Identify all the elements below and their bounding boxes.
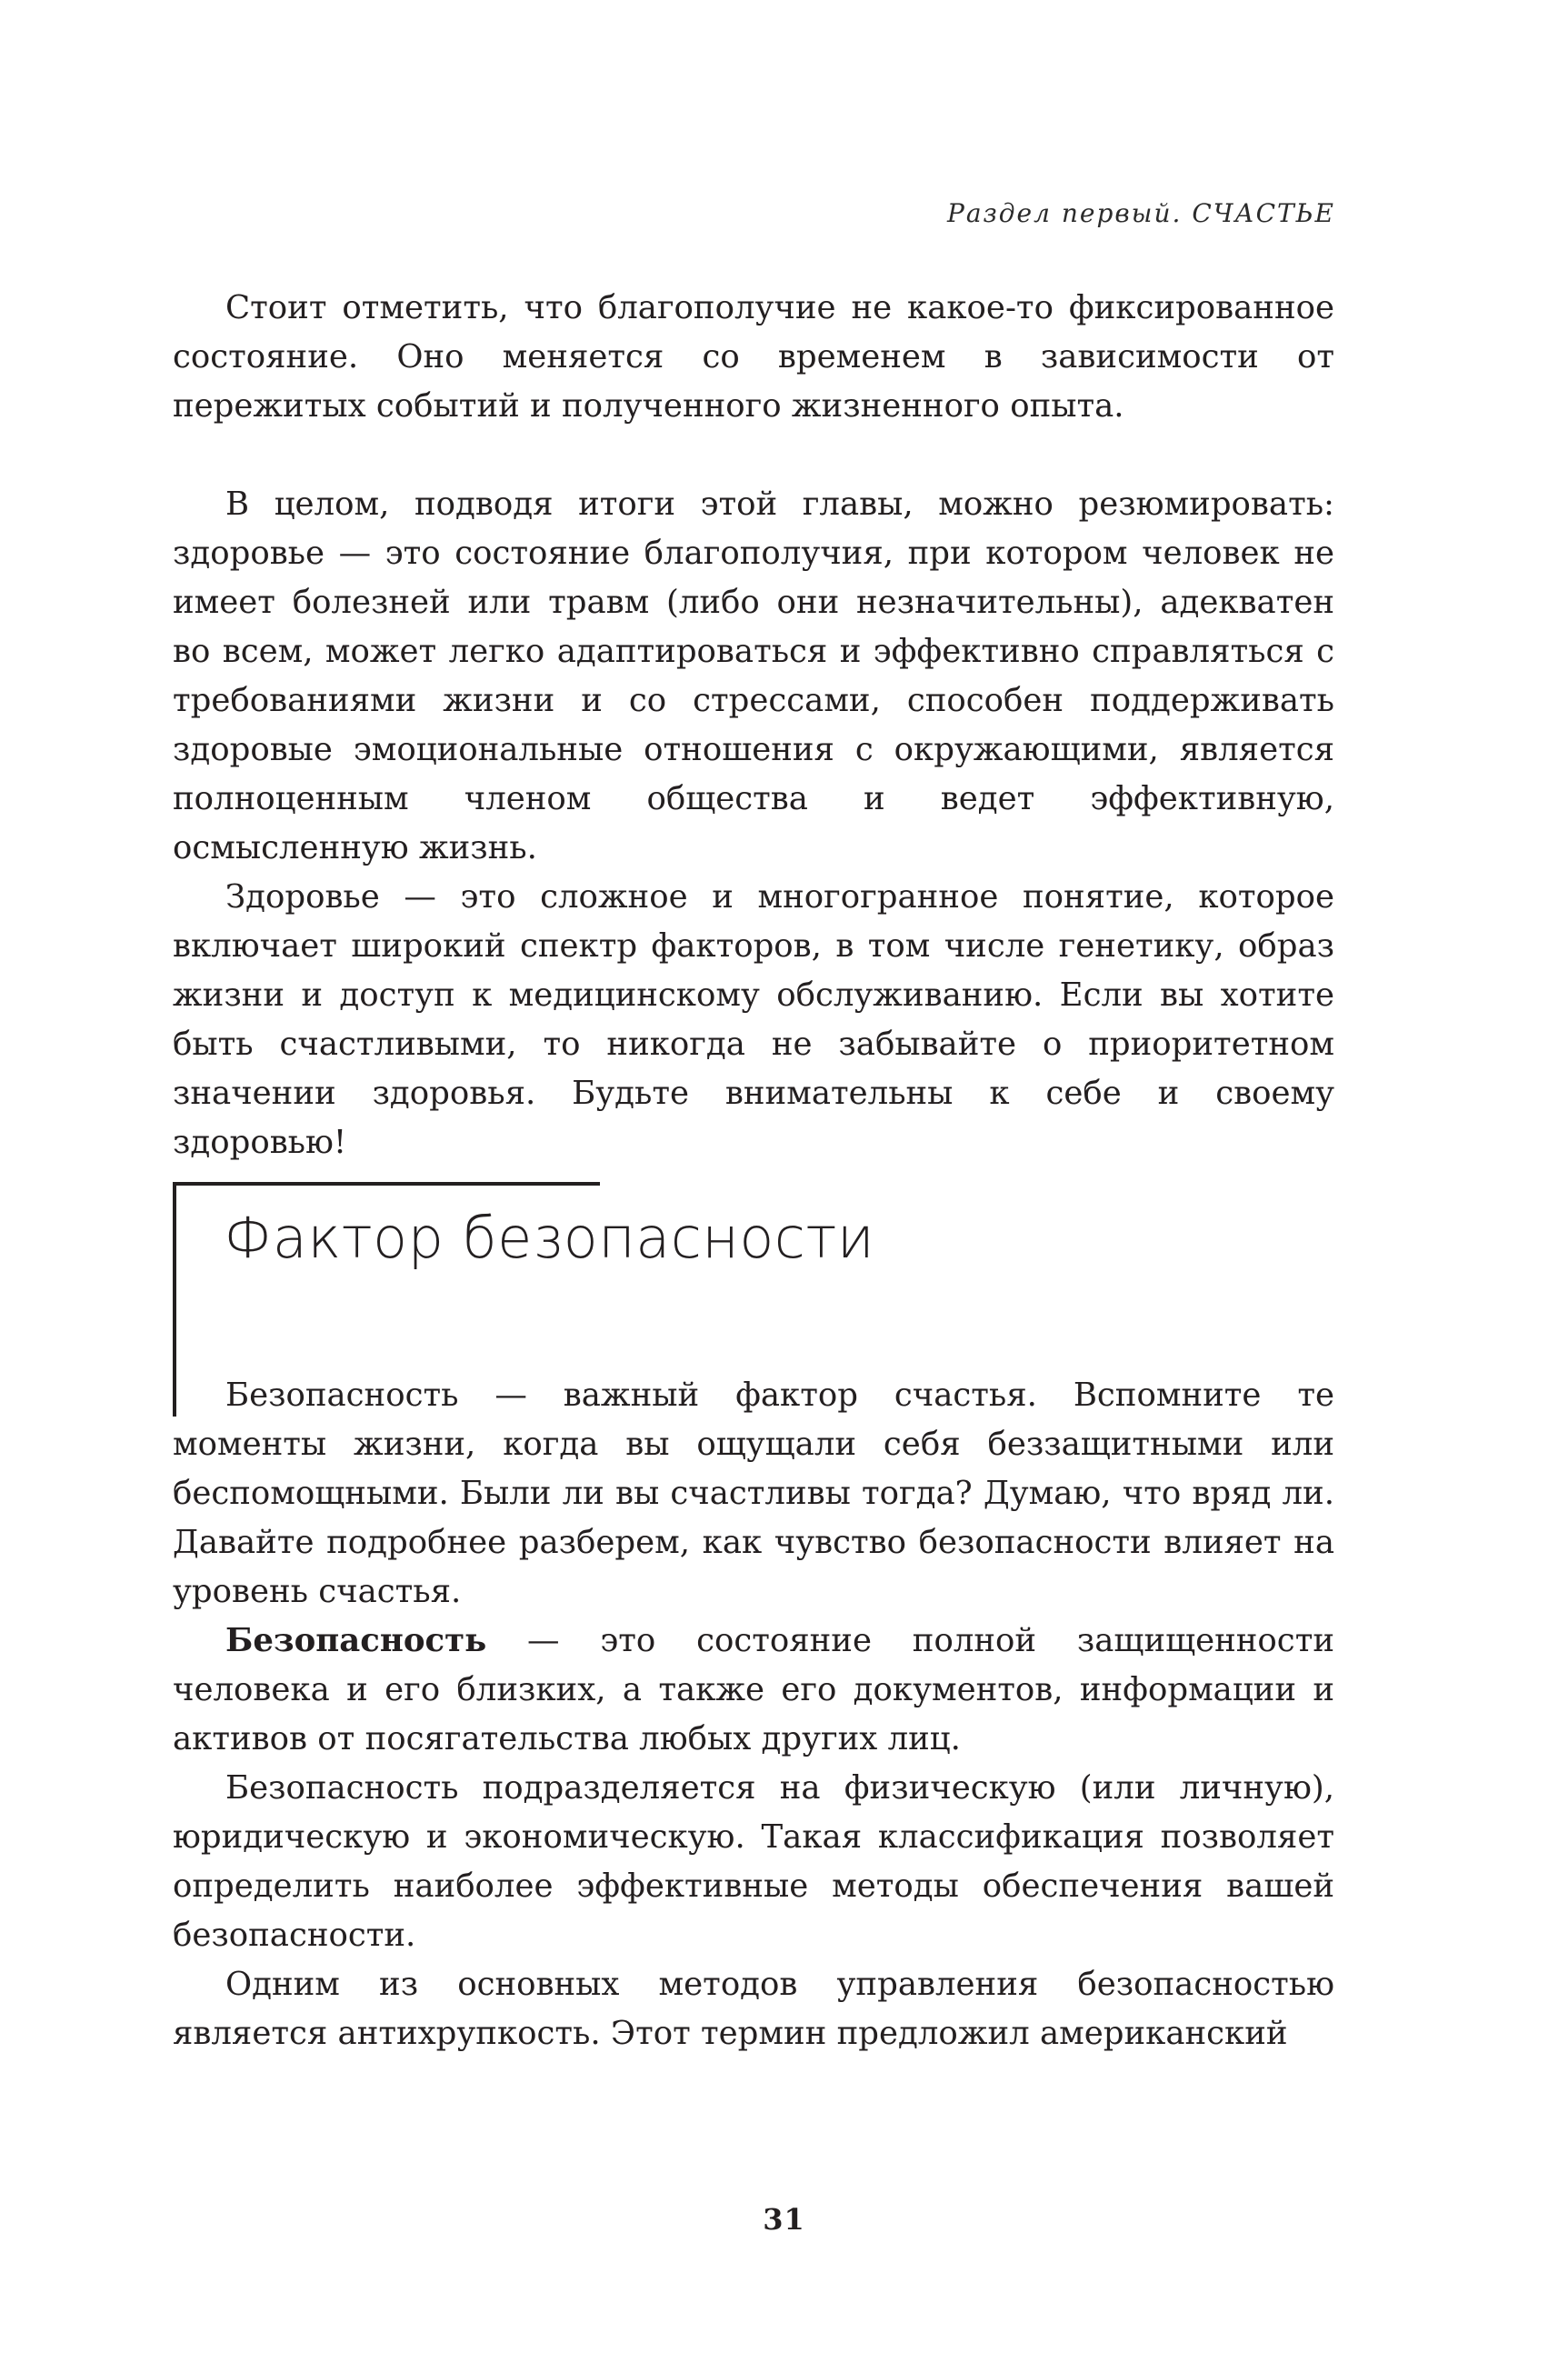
page-number: 31 bbox=[763, 2202, 805, 2237]
text-block-safety-definition bbox=[173, 1617, 1334, 2058]
paragraph: Стоит отметить, что благополучие не какое-то фиксированное состояние. Оно меняется со временем в зависимости от пережитых событий и полученного жизненного опыта. bbox=[173, 289, 1334, 425]
text-block-wellbeing bbox=[173, 284, 1334, 431]
definition-text: — это состояние полной защищенности человека и его близких, а также его документов, информации и активов от посягательства любых других лиц. bbox=[173, 1622, 1334, 1757]
paragraph: Одним из основных методов управления безопасностью является антихрупкость. Этот термин предложил американский bbox=[173, 1966, 1334, 2052]
paragraph: Здоровье — это сложное и многогранное понятие, которое включает широкий спектр факторов, в том числе генетику, образ жизни и доступ к медицинскому обслуживанию. Если вы хотите быть счастливыми, то никогда не забывайте о приоритетном значении здоровья. Будьте внимательны к себе и своему здоровью! bbox=[173, 878, 1334, 1161]
text-block-summary bbox=[173, 480, 1334, 1167]
running-head: Раздел первый. СЧАСТЬЕ bbox=[947, 198, 1335, 228]
paragraph: Безопасность — важный фактор счастья. Вспомните те моменты жизни, когда вы ощущали себя беззащитными или беспомощными. Были ли вы счастливы тогда? Думаю, что вряд ли. Давайте подробнее разберем, как чувство безопасности влияет на уровень счастья. bbox=[173, 1377, 1334, 1610]
text-block-safety-intro bbox=[173, 1371, 1334, 1617]
paragraph: Безопасность подразделяется на физическую (или личную), юридическую и экономическую. Такая классификация позволяет определить наиболее эффективные методы обеспечения вашей безопасности. bbox=[173, 1769, 1334, 1954]
paragraph: В целом, подводя итоги этой главы, можно резюмировать: здоровье — это состояние благополучия, при котором человек не имеет болезней или травм (либо они незначительны), адекватен во всем, может легко адаптироваться и эффективно справляться с требованиями жизни и со стрессами, способен поддерживать здоровые эмоциональные отношения с окружающими, является полноценным членом общества и ведет эффективную, осмысленную жизнь. bbox=[173, 486, 1334, 866]
paragraph bbox=[173, 1617, 1334, 1764]
bold-term: Безопасность bbox=[225, 1622, 487, 1659]
section-heading: Фактор безопасности bbox=[224, 1205, 875, 1271]
